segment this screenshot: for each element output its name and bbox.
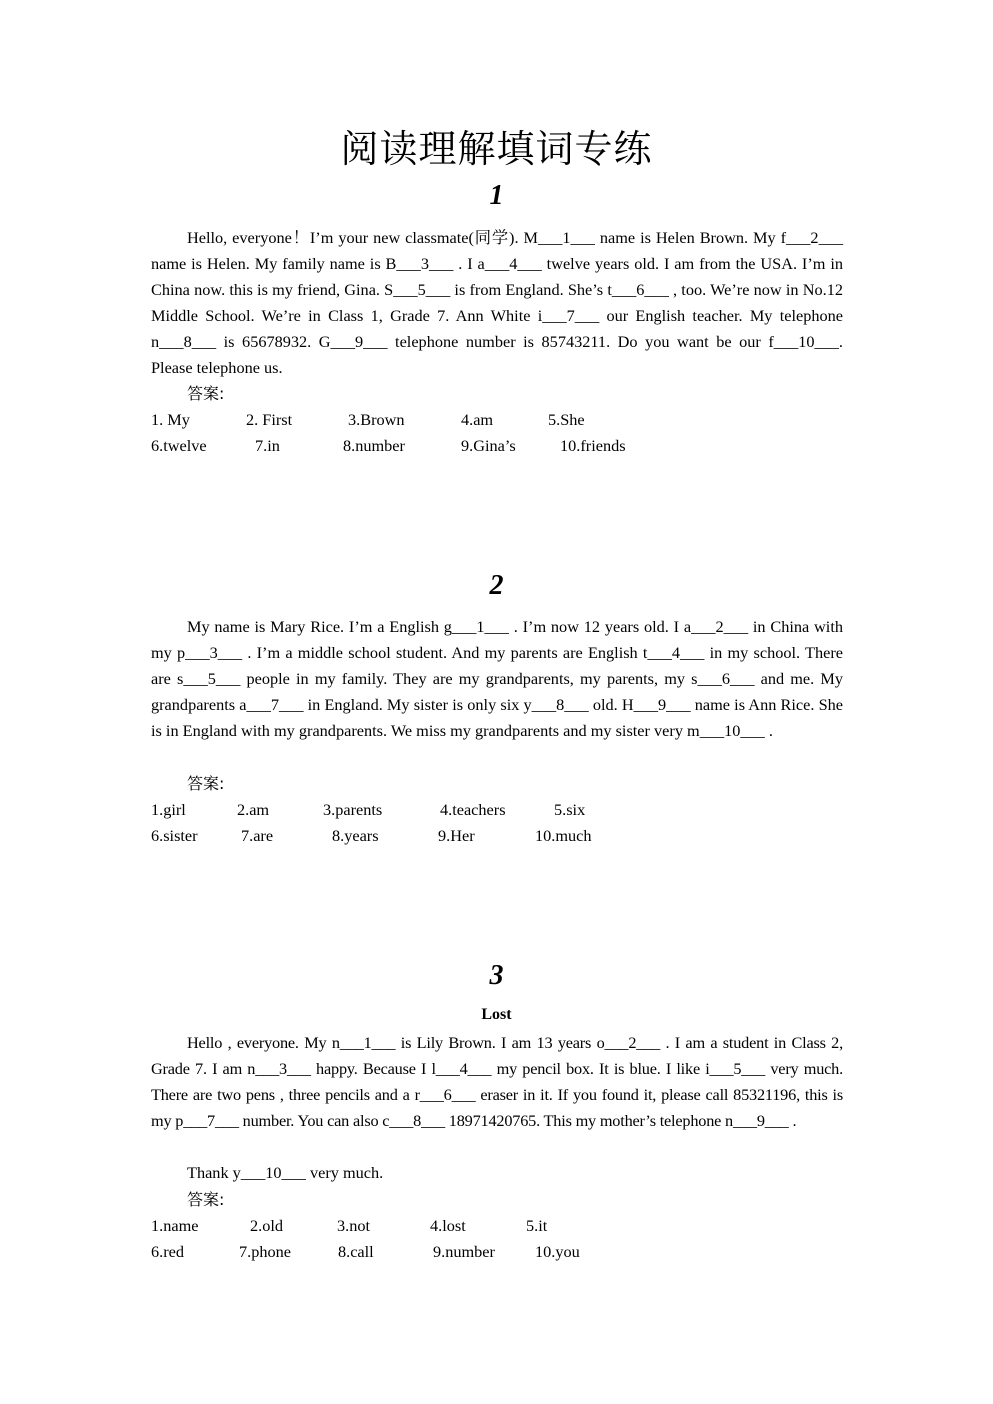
section-2-answer-row-2 (151, 823, 671, 849)
section-3-answer-row-2 (151, 1239, 671, 1265)
answer-item: 4.lost (430, 1216, 466, 1235)
answer-item: 7.are (241, 826, 274, 845)
answer-item: 3.Brown (348, 410, 405, 429)
section-2-number: 2 (489, 570, 504, 601)
answer-item: 2.old (250, 1216, 284, 1235)
section-1-number: 1 (489, 180, 504, 211)
answer-item: 10.friends (560, 436, 626, 455)
answer-item: 5.She (548, 410, 585, 429)
page-title: 阅读理解填词专练 (340, 127, 653, 171)
answer-item: 2.am (237, 800, 270, 819)
answer-item: 4.am (461, 410, 494, 429)
section-1-answer-row-2 (151, 433, 671, 459)
section-2-answer-label: 答案: (187, 774, 225, 793)
answer-item: 3.not (337, 1216, 371, 1235)
section-1-passage: Hello, everyone！I’m your new classmate(同学). M___1___ name is Helen Brown. My f___2___ name is Helen. My family name is B___3___ . I a___4___ twelve years old. I am from the USA. I’m in China now. this is my friend, Gina. S___5___ is from England. She’s t___6___ , too. We’re now in No.12 Middle School. We’re in Class 1, Grade 7. Ann White i___7___ our English teacher. My telephone n___8___ is 65678932. G___9___ telephone number is 85743211. Do you want be our f___10___. Please telephone us. (151, 228, 843, 377)
section-3-number: 3 (489, 960, 504, 991)
section-2-answer-row-1 (151, 797, 671, 823)
answer-item: 5.six (554, 800, 586, 819)
section-1-answer-label: 答案: (187, 384, 225, 403)
answer-item: 1. My (151, 410, 190, 429)
answer-item: 1.name (151, 1216, 199, 1235)
answer-item: 2. First (246, 410, 293, 429)
answer-item: 7.in (255, 436, 280, 455)
answer-item: 8.call (338, 1242, 374, 1261)
answer-item: 9.number (433, 1242, 495, 1261)
answer-item: 6.red (151, 1242, 184, 1261)
answer-item: 7.phone (239, 1242, 291, 1261)
answer-item: 9.Gina’s (461, 436, 516, 455)
answer-item: 5.it (526, 1216, 548, 1235)
answer-item: 1.girl (151, 800, 186, 819)
section-3-closing: Thank y___10___ very much. (187, 1163, 384, 1182)
section-3-answer-label: 答案: (187, 1190, 225, 1209)
section-1-answer-row-1 (151, 407, 671, 433)
section-2-passage: My name is Mary Rice. I’m a English g___1___ . I’m now 12 years old. I a___2___ in China with my p___3___ . I’m a middle school student. And my parents are English t___4___ in my school. There are s___5___ people in my family. They are my grandparents, my parents, my s___6___ and me. My grandparents a___7___ in England. My sister is only six y___8___ old. H___9___ name is Ann Rice. She is in England with my grandparents. We miss my grandparents and my sister very m___10___ . (151, 617, 843, 740)
answer-item: 3.parents (323, 800, 383, 819)
answer-item: 10.you (535, 1242, 580, 1261)
section-3-answer-row-1 (151, 1213, 671, 1239)
answer-item: 10.much (535, 826, 592, 845)
answer-item: 8.number (343, 436, 405, 455)
section-3-passage: Hello , everyone. My n___1___ is Lily Brown. I am 13 years o___2___ . I am a student in Class 2, Grade 7. I am n___3___ happy. Because I l___4___ my pencil box. It is blue. I like i___5___ very much. There are two pens , three pencils and a r___6___ eraser in it. If you found it, please call 85321196, this is my p___7___ number. You can also c___8___ 18971420765. This my mother’s telephone n___9___ . (151, 1033, 843, 1130)
answer-item: 6.sister (151, 826, 198, 845)
section-3-subtitle: Lost (481, 1006, 512, 1023)
answer-item: 8.years (332, 826, 379, 845)
answer-item: 6.twelve (151, 436, 207, 455)
answer-item: 9.Her (438, 826, 475, 845)
answer-item: 4.teachers (440, 800, 506, 819)
